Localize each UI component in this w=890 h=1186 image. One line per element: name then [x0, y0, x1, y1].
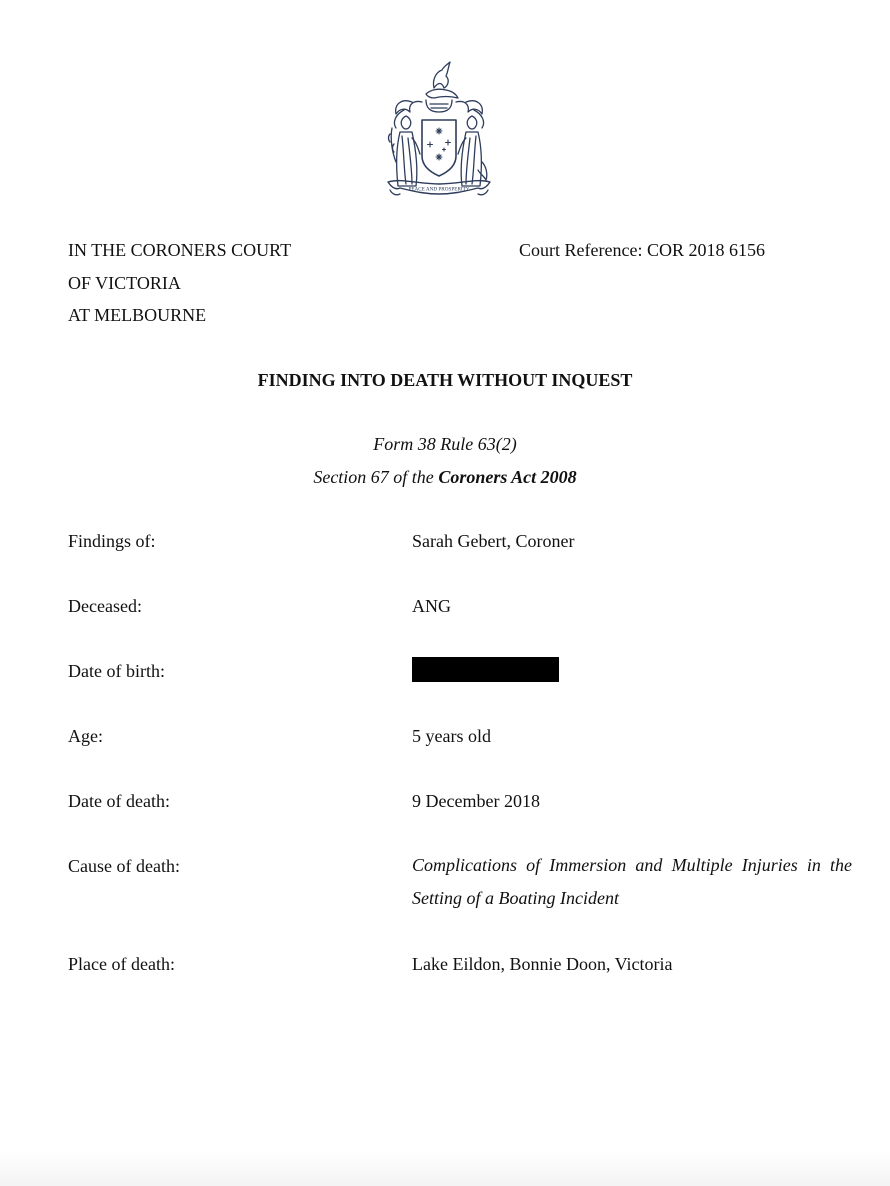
place-of-death-value: Lake Eildon, Bonnie Doon, Victoria [412, 954, 673, 974]
age-label: Age: [68, 726, 103, 746]
court-reference: Court Reference: COR 2018 6156 [519, 240, 765, 260]
findings-of-value: Sarah Gebert, Coroner [412, 531, 575, 551]
date-of-birth-redaction [412, 657, 559, 682]
findings-of-label: Findings of: [68, 531, 156, 551]
deceased-label: Deceased: [68, 596, 142, 616]
court-name-line-1: IN THE CORONERS COURT [68, 240, 292, 260]
statute-line [0, 468, 890, 486]
date-of-death-label: Date of death: [68, 791, 170, 811]
victoria-coat-of-arms-icon [382, 58, 496, 198]
act-name: Coroners Act 2008 [438, 467, 577, 487]
deceased-value: ANG [412, 596, 451, 616]
statute-prefix: Section 67 of the [313, 467, 439, 487]
cause-of-death-value: Complications of Immersion and Multiple Injuries in the Setting of a Boating Incident [412, 855, 852, 908]
date-of-death-value: 9 December 2018 [412, 791, 540, 811]
age-value: 5 years old [412, 726, 491, 746]
court-name-line-3: AT MELBOURNE [68, 305, 207, 325]
cause-of-death-label: Cause of death: [68, 856, 180, 876]
court-name-block [68, 241, 291, 339]
court-name-line-2: OF VICTORIA [68, 272, 181, 293]
form-rule-line: Form 38 Rule 63(2) [373, 434, 517, 454]
date-of-birth-label: Date of birth: [68, 661, 165, 681]
place-of-death-label: Place of death: [68, 954, 175, 974]
document-title: FINDING INTO DEATH WITHOUT INQUEST [257, 370, 633, 390]
crest-motto: PEACE AND PROSPERITY [408, 186, 470, 193]
page-bottom-edge [0, 1150, 890, 1186]
